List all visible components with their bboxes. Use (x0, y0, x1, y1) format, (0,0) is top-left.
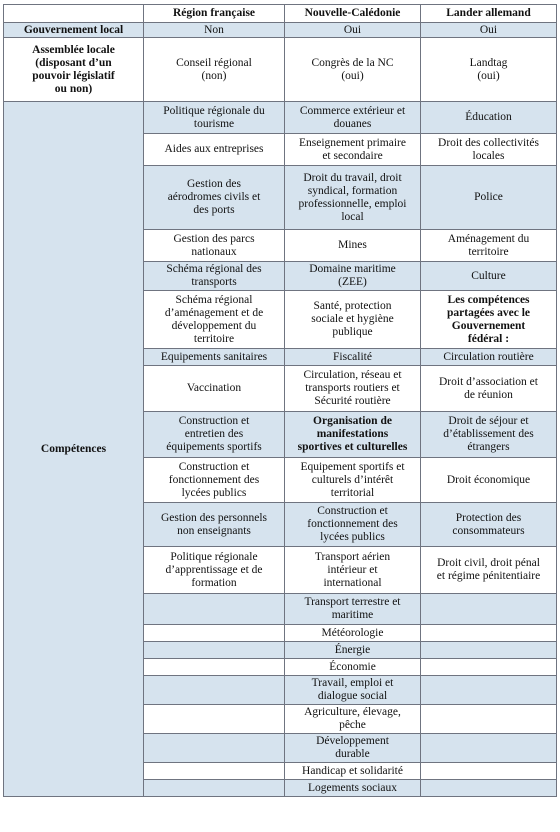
table-cell: Gestion des aérodromes civils et des ports (144, 166, 285, 230)
table-cell: Commerce extérieur et douanes (285, 102, 421, 134)
table-row (4, 102, 557, 134)
table-cell: Handicap et solidarité (285, 763, 421, 780)
row-label: Gouvernement local (4, 23, 144, 38)
table-cell: Aménagement du territoire (421, 230, 557, 262)
table-cell: Enseignement primaire et secondaire (285, 134, 421, 166)
table-cell: Gestion des parcs nationaux (144, 230, 285, 262)
competences-comparison-table (3, 4, 557, 797)
table-cell: Conseil régional (non) (144, 38, 285, 102)
table-cell (144, 659, 285, 676)
table-cell: Schéma régional des transports (144, 262, 285, 291)
table-cell: Equipement sportifs et culturels d’intérêt territorial (285, 458, 421, 503)
table-cell (421, 625, 557, 642)
table-cell (421, 734, 557, 763)
table-cell: Domaine maritime (ZEE) (285, 262, 421, 291)
table-cell (421, 780, 557, 797)
table-cell: Travail, emploi et dialogue social (285, 676, 421, 705)
table-cell: Politique régionale d’apprentissage et de formation (144, 547, 285, 594)
table-cell: Congrès de la NC (oui) (285, 38, 421, 102)
table-cell: Éducation (421, 102, 557, 134)
table-cell: Les compétences partagées avec le Gouvernement fédéral : (421, 291, 557, 349)
table-cell: Vaccination (144, 366, 285, 412)
table-cell: Économie (285, 659, 421, 676)
table-cell (144, 625, 285, 642)
table-cell: Landtag (oui) (421, 38, 557, 102)
table-cell: Police (421, 166, 557, 230)
table-cell (144, 642, 285, 659)
table-cell: Circulation routière (421, 349, 557, 366)
table-cell: Agriculture, élevage, pêche (285, 705, 421, 734)
table-cell: Droit des collectivités locales (421, 134, 557, 166)
table-cell: Énergie (285, 642, 421, 659)
competences-label: Compétences (4, 102, 144, 797)
header-cell (4, 5, 144, 23)
table-cell: Droit de séjour et d’établissement des étrangers (421, 412, 557, 458)
table-cell (144, 780, 285, 797)
table-cell: Politique régionale du tourisme (144, 102, 285, 134)
table-cell: Construction et fonctionnement des lycées publics (144, 458, 285, 503)
table-cell: Equipements sanitaires (144, 349, 285, 366)
table-cell: Santé, protection sociale et hygiène publique (285, 291, 421, 349)
table-cell: Droit d’association et de réunion (421, 366, 557, 412)
table-cell (144, 676, 285, 705)
header-row (4, 5, 557, 23)
table-cell: Transport aérien intérieur et international (285, 547, 421, 594)
table-cell: Droit civil, droit pénal et régime pénitentiaire (421, 547, 557, 594)
table-cell: Logements sociaux (285, 780, 421, 797)
table-cell: Développement durable (285, 734, 421, 763)
table-cell: Circulation, réseau et transports routiers et Sécurité routière (285, 366, 421, 412)
table-cell (421, 763, 557, 780)
table-cell: Schéma régional d’aménagement et de développement du territoire (144, 291, 285, 349)
table-cell (421, 705, 557, 734)
table-cell: Construction et entretien des équipements sportifs (144, 412, 285, 458)
assembly-row (4, 38, 557, 102)
table-cell: Oui (285, 23, 421, 38)
table-cell: Mines (285, 230, 421, 262)
table-cell: Non (144, 23, 285, 38)
table-cell: Fiscalité (285, 349, 421, 366)
table-cell (421, 594, 557, 625)
table-cell: Protection des consommateurs (421, 503, 557, 547)
table-cell (421, 642, 557, 659)
gov-row (4, 23, 557, 38)
table-cell: Droit du travail, droit syndical, formation professionnelle, emploi local (285, 166, 421, 230)
row-label: Assemblée locale (disposant d’un pouvoir législatif ou non) (4, 38, 144, 102)
table-cell (144, 594, 285, 625)
table-cell: Culture (421, 262, 557, 291)
table-cell: Gestion des personnels non enseignants (144, 503, 285, 547)
table-cell: Transport terrestre et maritime (285, 594, 421, 625)
table-cell (144, 763, 285, 780)
header-cell: Région française (144, 5, 285, 23)
table-cell: Organisation de manifestations sportives et culturelles (285, 412, 421, 458)
table-cell (144, 734, 285, 763)
table-cell: Météorologie (285, 625, 421, 642)
header-cell: Lander allemand (421, 5, 557, 23)
table-cell: Oui (421, 23, 557, 38)
table-cell: Droit économique (421, 458, 557, 503)
table-cell: Aides aux entreprises (144, 134, 285, 166)
table-cell (144, 705, 285, 734)
table-cell: Construction et fonctionnement des lycées publics (285, 503, 421, 547)
table-cell (421, 676, 557, 705)
header-cell: Nouvelle-Calédonie (285, 5, 421, 23)
table-cell (421, 659, 557, 676)
